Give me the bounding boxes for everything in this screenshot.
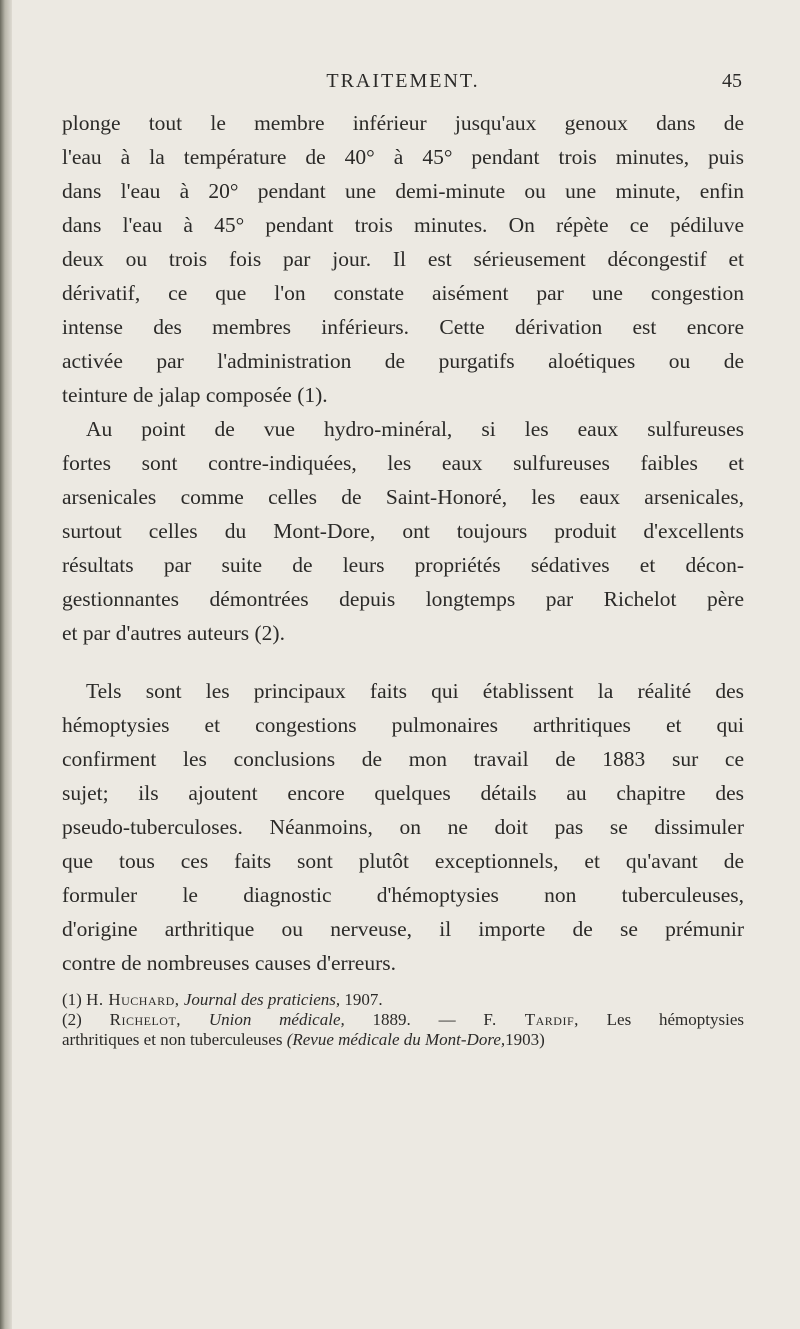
text-line: pseudo-tuberculoses. Néanmoins, on ne doit pas se dissimuler [62,815,744,839]
running-head [62,70,744,106]
text-line: dans l'eau à 45° pendant trois minutes. On répète ce pédiluve [62,213,744,237]
text-line: sujet; ils ajoutent encore quelques détails au chapitre des [62,781,744,805]
book-spine-edge [0,0,12,1329]
footnote-author: Richelot, [109,1010,182,1029]
text-line: fortes sont contre-indiquées, les eaux sulfureuses faibles et [62,451,744,475]
footnote-year: 1903) [505,1030,545,1049]
footnote-1 [62,990,744,1010]
footnote-journal: Journal des praticiens, [183,990,341,1009]
chapter-title: TRAITEMENT. [326,70,480,92]
text-line: formuler le diagnostic d'hémoptysies non tuberculeuses, [62,883,744,907]
text-line: hémoptysies et congestions pulmonaires arthritiques et qui [62,713,744,737]
footnote-title: arthritiques et non tuberculeuses [62,1030,283,1049]
text-line: activée par l'administration de purgatifs aloétiques ou de [62,349,744,373]
text-line: gestionnantes démontrées depuis longtemps par Richelot père [62,587,744,611]
paragraph-gap [62,650,744,674]
text-line: Tels sont les principaux faits qui établissent la réalité des [86,679,744,703]
text-line: intense des membres inférieurs. Cette dérivation est encore [62,315,744,339]
footnote-line [62,990,744,1010]
text-line: Au point de vue hydro-minéral, si les eaux sulfureuses [86,417,744,441]
text-line: résultats par suite de leurs propriétés sédatives et décon- [62,553,744,577]
footnotes [62,990,744,1050]
text-line: teinture de jalap composée (1). [62,383,328,407]
text-line: surtout celles du Mont-Dore, ont toujours produit d'excellents [62,519,744,543]
text-line: dans l'eau à 20° pendant une demi-minute ou une minute, enfin [62,179,744,203]
footnote-journal: (Revue médicale du Mont-Dore, [286,1030,506,1049]
page-number: 45 [722,70,742,92]
footnote-author: H. Huchard, [86,990,180,1009]
text-line: l'eau à la température de 40° à 45° pendant trois minutes, puis [62,145,744,169]
text-line: deux ou trois fois par jour. Il est sérieusement décongestif et [62,247,744,271]
text-line: d'origine arthritique ou nerveuse, il importe de se prémunir [62,917,744,941]
text-line: arsenicales comme celles de Saint-Honoré, les eaux arsenicales, [62,485,744,509]
footnote-2 [62,1010,744,1050]
paragraph-1 [62,106,744,412]
text-line: contre de nombreuses causes d'erreurs. [62,951,397,975]
paragraph-3 [62,674,744,980]
footnote-marker: (1) [62,990,82,1009]
text-line: dérivatif, ce que l'on constate aisément par une congestion [62,281,744,305]
footnote-line [62,1010,744,1030]
text-line: et par d'autres auteurs (2). [62,621,285,645]
footnote-title: Les hémoptysies [606,1010,745,1029]
text-line: que tous ces faits sont plutôt exceptionnels, et qu'avant de [62,849,744,873]
footnote-journal: Union médicale, [208,1010,345,1029]
text-line: confirment les conclusions de mon travail de 1883 sur ce [62,747,744,771]
text-line: plonge tout le membre inférieur jusqu'aux genoux dans de [62,111,744,135]
book-page [62,70,744,1050]
footnote-line [62,1030,744,1050]
footnote-marker: (2) [62,1010,82,1029]
footnote-author: F. Tardif, [483,1010,579,1029]
footnote-year: 1907. [344,990,383,1009]
paragraph-2 [62,412,744,650]
footnote-year: 1889. — [372,1010,456,1029]
